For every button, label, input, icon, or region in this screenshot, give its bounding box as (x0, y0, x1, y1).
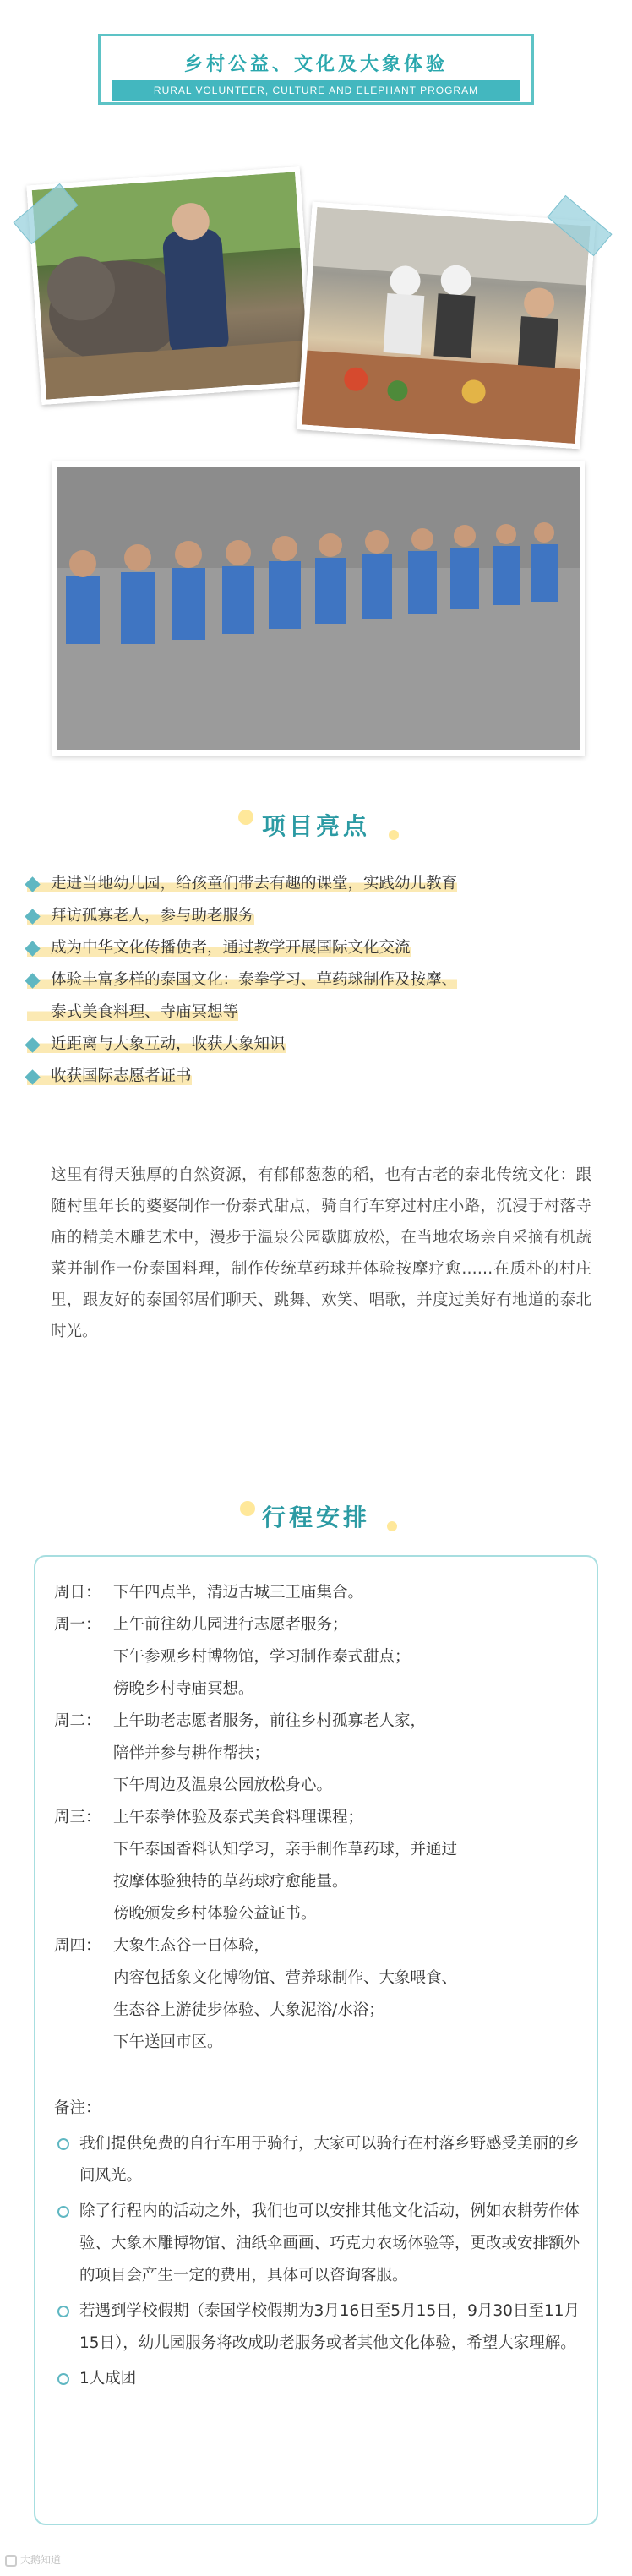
note-item: 我们提供免费的自行车用于骑行，大家可以骑行在村落乡野感受美丽的乡间风光。 (54, 2128, 586, 2192)
list-item: 体验丰富多样的泰国文化：泰拳学习、草药球制作及按摩、 (27, 965, 618, 996)
circle-bullet-icon (57, 2138, 69, 2150)
schedule-day (54, 1577, 586, 1609)
day-line: 按摩体验独特的草药球疗愈能量。 (113, 1873, 348, 1891)
decor-dot (240, 1501, 255, 1516)
highlights-title: 项目亮点 (261, 812, 370, 840)
page-subtitle: RURAL VOLUNTEER, CULTURE AND ELEPHANT PROGRAM (112, 80, 520, 101)
list-item: 近距离与大象互动，收获大象知识 (27, 1029, 618, 1060)
watermark: 大鹅知道 (5, 2552, 61, 2567)
day-line: 下午送回市区。 (113, 2033, 223, 2051)
circle-bullet-icon (57, 2206, 69, 2218)
schedule-day (54, 1930, 586, 2059)
list-item: 拜访孤寡老人，参与助老服务 (27, 901, 618, 931)
day-line: 陪伴并参与耕作帮扶； (113, 1744, 270, 1762)
schedule-day (54, 1802, 586, 1930)
decor-dot (389, 830, 399, 840)
list-item: 走进当地幼儿园，给孩童们带去有趣的课堂，实践幼儿教育 (27, 869, 618, 899)
day-line: 大象生态谷一日体验， (113, 1937, 270, 1955)
day-line: 傍晚颁发乡村体验公益证书。 (113, 1905, 317, 1923)
schedule-day (54, 1706, 586, 1802)
schedule-heading (223, 1496, 409, 1540)
day-line: 下午四点半，清迈古城三王庙集合。 (113, 1584, 364, 1602)
circle-bullet-icon (57, 2373, 69, 2385)
schedule-day (54, 1609, 586, 1706)
list-item-continuation: 泰式美食料理、寺庙冥想等 (27, 997, 618, 1028)
header-banner (98, 34, 534, 105)
day-line: 下午周边及温泉公园放松身心。 (113, 1776, 333, 1794)
day-line: 下午参观乡村博物馆，学习制作泰式甜点； (113, 1648, 411, 1666)
day-line: 上午助老志愿者服务，前往乡村孤寡老人家， (113, 1712, 427, 1730)
list-item: 收获国际志愿者证书 (27, 1062, 618, 1092)
day-line: 上午泰拳体验及泰式美食料理课程； (113, 1809, 364, 1826)
intro-paragraph: 这里有得天独厚的自然资源，有郁郁葱葱的稻，也有古老的泰北传统文化：跟随村里年长的婆婆制作一份泰式甜点，骑自行车穿过村庄小路，沉浸于村落寺庙的精美木雕艺术中，漫步于温泉公园歇脚放松，在当地农场亲自采摘有机蔬菜并制作一份泰国料理，制作传统草药球并体验按摩疗愈……在质朴的村庄里，跟友好的泰国邻居们聊天、跳舞、欢笑、唱歌，并度过美好有地道的泰北时光。 (51, 1166, 591, 1340)
schedule-content (54, 1577, 586, 2395)
notes-title: 备注： (54, 2099, 101, 2117)
note-item: 除了行程内的活动之外，我们也可以安排其他文化活动，例如农耕劳作体验、大象木雕博物馆、油纸伞画画、巧克力农场体验等，更改或安排额外的项目会产生一定的费用，具体可以咨询客服。 (54, 2196, 586, 2292)
schedule-box (34, 1555, 598, 2525)
circle-bullet-icon (57, 2306, 69, 2317)
note-item: 若遇到学校假期（泰国学校假期为3月16日至5月15日，9月30日至11月15日），幼儿园服务将改成助老服务或者其他文化体验，希望大家理解。 (54, 2295, 586, 2360)
cooking-class-photo (297, 202, 596, 450)
decor-dot (238, 810, 253, 825)
page-title: 乡村公益、文化及大象体验 (183, 54, 448, 75)
list-item: 成为中华文化传播使者，通过教学开展国际文化交流 (27, 933, 618, 963)
note-item: 1人成团 (54, 2363, 586, 2395)
day-label: 周日： (54, 1584, 101, 1602)
day-label: 周一： (54, 1616, 101, 1634)
day-line: 上午前往幼儿园进行志愿者服务； (113, 1616, 348, 1634)
children-photo-art (57, 467, 580, 750)
day-label: 周三： (54, 1809, 101, 1826)
cooking-photo-art (302, 207, 590, 444)
day-line: 内容包括象文化博物馆、营养球制作、大象喂食、 (113, 1969, 458, 1987)
highlights-heading (223, 805, 409, 849)
day-label: 周四： (54, 1937, 101, 1955)
day-line: 下午泰国香料认知学习，亲手制作草药球，并通过 (113, 1841, 458, 1858)
kindergarten-children-photo (52, 461, 585, 756)
day-label: 周二： (54, 1712, 101, 1730)
day-line: 生态谷上游徒步体验、大象泥浴/水浴； (113, 2001, 384, 2019)
highlights-list (27, 869, 618, 1094)
day-line: 傍晚乡村寺庙冥想。 (113, 1680, 254, 1698)
decor-dot (387, 1521, 397, 1531)
watermark-logo-icon (5, 2555, 17, 2567)
schedule-title: 行程安排 (261, 1504, 370, 1531)
